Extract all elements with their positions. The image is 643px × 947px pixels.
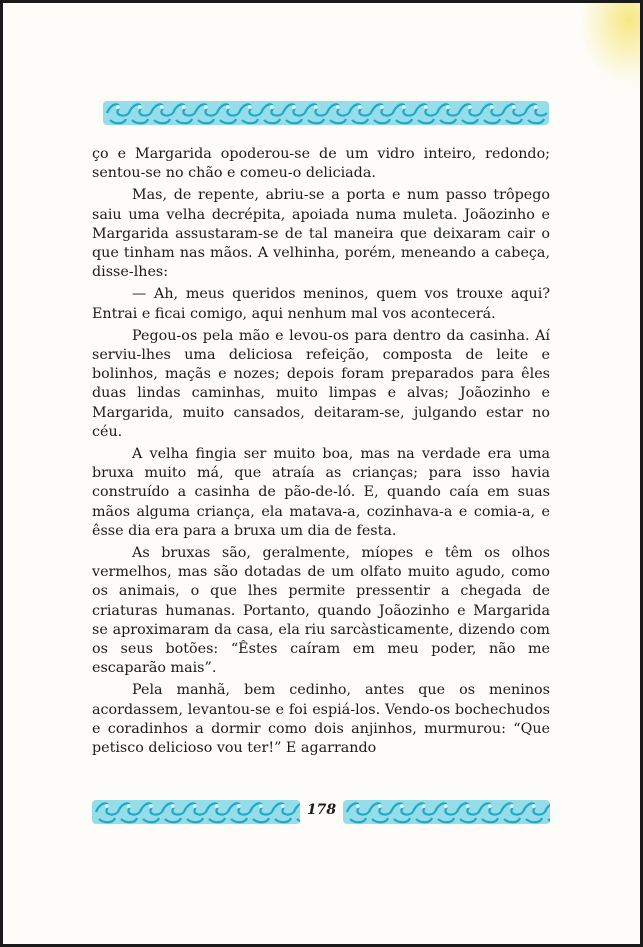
scroll-ornament-icon bbox=[92, 797, 300, 827]
bottom-right-ornament-border bbox=[343, 797, 550, 827]
book-page bbox=[3, 3, 640, 944]
scroll-ornament-icon bbox=[343, 797, 550, 827]
paragraph-2: Mas, de repente, abriu-se a porta e num passo trôpego saiu uma velha decrépita, apoiada numa muleta. Joãozinho e Margarida assustaram-se de tal maneira que deixaram cair o que tinham nas mãos. A velhinha, porém, meneando a cabeça, disse-lhes: bbox=[92, 187, 550, 281]
paragraph-7: Pela manhã, bem cedinho, antes que os meninos acordassem, levantou-se e foi espiá-los. Vendo-os bochechudos e coradinhos a dormir como dois anjinhos, murmurou: “Que petisco delicioso vou ter!” E agarrando bbox=[92, 682, 550, 757]
paragraph-5: A velha fingia ser muito boa, mas na verdade era uma bruxa muito má, que atraía as crianças; para isso havia construído a casinha de pão-de-ló. E, quando caía em suas mãos alguma criança, ela matava-a, cozinhava-a e comia-a, e êsse dia era para a bruxa um dia de festa. bbox=[92, 446, 550, 539]
paragraph-1: ço e Margarida opoderou-se de um vidro inteiro, redondo; sentou-se no chão e comeu-o deliciada. bbox=[92, 146, 550, 182]
bottom-left-ornament-border bbox=[92, 797, 300, 827]
paragraph-6: As bruxas são, geralmente, míopes e têm os olhos vermelhos, mas são dotadas de um olfato muito agudo, como os animais, o que lhes permite pressentir a chegada de criaturas humanas. Portanto, quando Joãozinho e Margarida se aproximaram da casa, ela riu sarcàsticamente, dizendo com os seus botões: “Êstes caíram em meu poder, não me escaparão mais”. bbox=[92, 545, 550, 677]
top-ornament-border bbox=[103, 98, 549, 128]
page-number: 178 bbox=[306, 802, 337, 818]
scroll-ornament-icon bbox=[103, 98, 549, 128]
page-text bbox=[92, 145, 550, 761]
paper-stain bbox=[580, 3, 640, 83]
paragraph-4: Pegou-os pela mão e levou-os para dentro da casinha. Aí serviu-lhes uma deliciosa refeição, composta de leite e bolinhos, maçãs e nozes; depois foram preparados para êles duas lindas caminhas, muito limpas e alvas; Joãozinho e Margarida, muito cansados, deitaram-se, julgando estar no céu. bbox=[92, 327, 550, 440]
paragraph-3: — Ah, meus queridos meninos, quem vos trouxe aqui? Entrai e ficai comigo, aqui nenhum mal vos acontecerá. bbox=[92, 286, 550, 322]
